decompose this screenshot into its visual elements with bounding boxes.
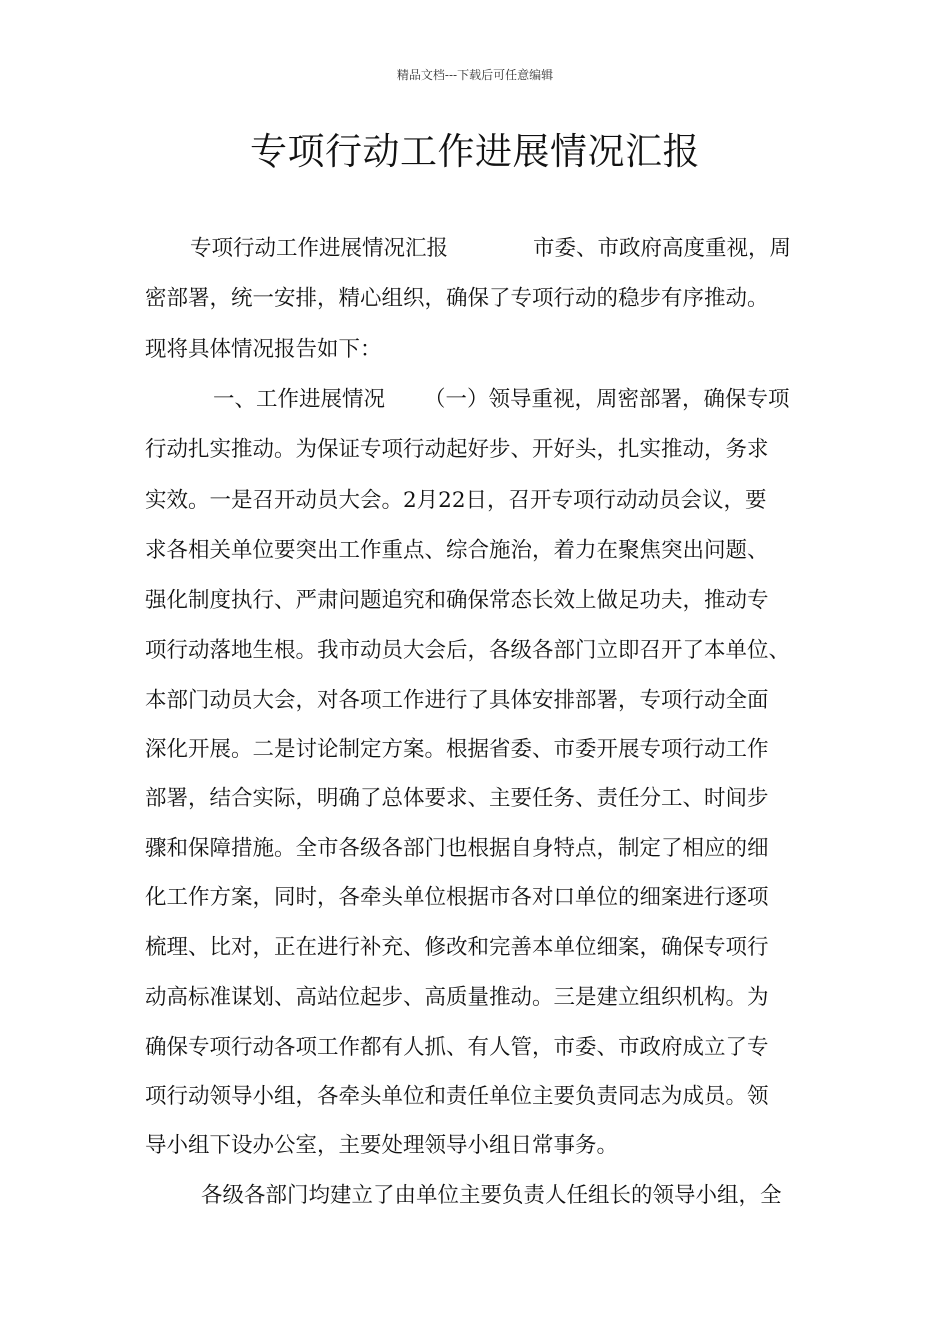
paragraph-2-line: 部署，结合实际，明确了总体要求、主要任务、责任分工、时间步 [145,786,769,811]
paragraph-1-title-echo: 专项行动工作进展情况汇报 [190,236,449,261]
paragraph-2-line: 确保专项行动各项工作都有人抓、有人管，市委、市政府成立了专 [145,1035,769,1060]
paragraph-1-line-3: 现将具体情况报告如下： [145,337,382,362]
paragraph-2-line: 动高标准谋划、高站位起步、高质量推动。三是建立组织机构。为 [145,985,769,1010]
paragraph-2-line: 梳理、比对，正在进行补充、修改和完善本单位细案，确保专项行 [145,935,769,960]
paragraph-2-line: 实效。一是召开动员大会。2月22日，召开专项行动动员会议，要 [145,488,767,513]
paragraph-2-line: 本部门动员大会，对各项工作进行了具体安排部署，专项行动全面 [145,688,769,713]
subsection-heading: （一）领导重视，周密部署，确保专项 [424,387,790,412]
paragraph-2-line: 行动扎实推动。为保证专项行动起好步、开好头，扎实推动，务求 [145,437,769,462]
paragraph-1-line-1 [145,234,815,264]
paragraph-2-line: 骤和保障措施。全市各级各部门也根据自身特点，制定了相应的细 [145,836,769,861]
paragraph-2-line: 化工作方案，同时，各牵头单位根据市各对口单位的细案进行逐项 [145,885,769,910]
paragraph-1-line-2: 密部署，统一安排，精心组织，确保了专项行动的稳步有序推动。 [145,286,769,311]
paragraph-3-text: 各级各部门均建立了由单位主要负责人任组长的领导小组，全 [201,1183,782,1208]
paragraph-3-line-1 [145,1181,815,1211]
paragraph-2-line: 项行动领导小组，各牵头单位和责任单位主要负责同志为成员。领 [145,1084,769,1109]
paragraph-1-text-start: 市委、市政府高度重视，周 [533,236,792,261]
document-title: 专项行动工作进展情况汇报 [250,130,700,173]
paragraph-2-line: 强化制度执行、严肃问题追究和确保常态长效上做足功夫，推动专 [145,588,769,613]
header-note: 精品文档---下载后可任意编辑 [396,68,554,82]
paragraph-2-line: 求各相关单位要突出工作重点、综合施治，着力在聚焦突出问题、 [145,538,769,563]
paragraph-2-line: 项行动落地生根。我市动员大会后，各级各部门立即召开了本单位、 [145,638,791,663]
paragraph-2-line-1 [145,385,815,415]
paragraph-2-line: 深化开展。二是讨论制定方案。根据省委、市委开展专项行动工作 [145,737,769,762]
paragraph-2-line: 导小组下设办公室，主要处理领导小组日常事务。 [145,1133,619,1158]
section-heading: 一、工作进展情况 [213,387,386,412]
